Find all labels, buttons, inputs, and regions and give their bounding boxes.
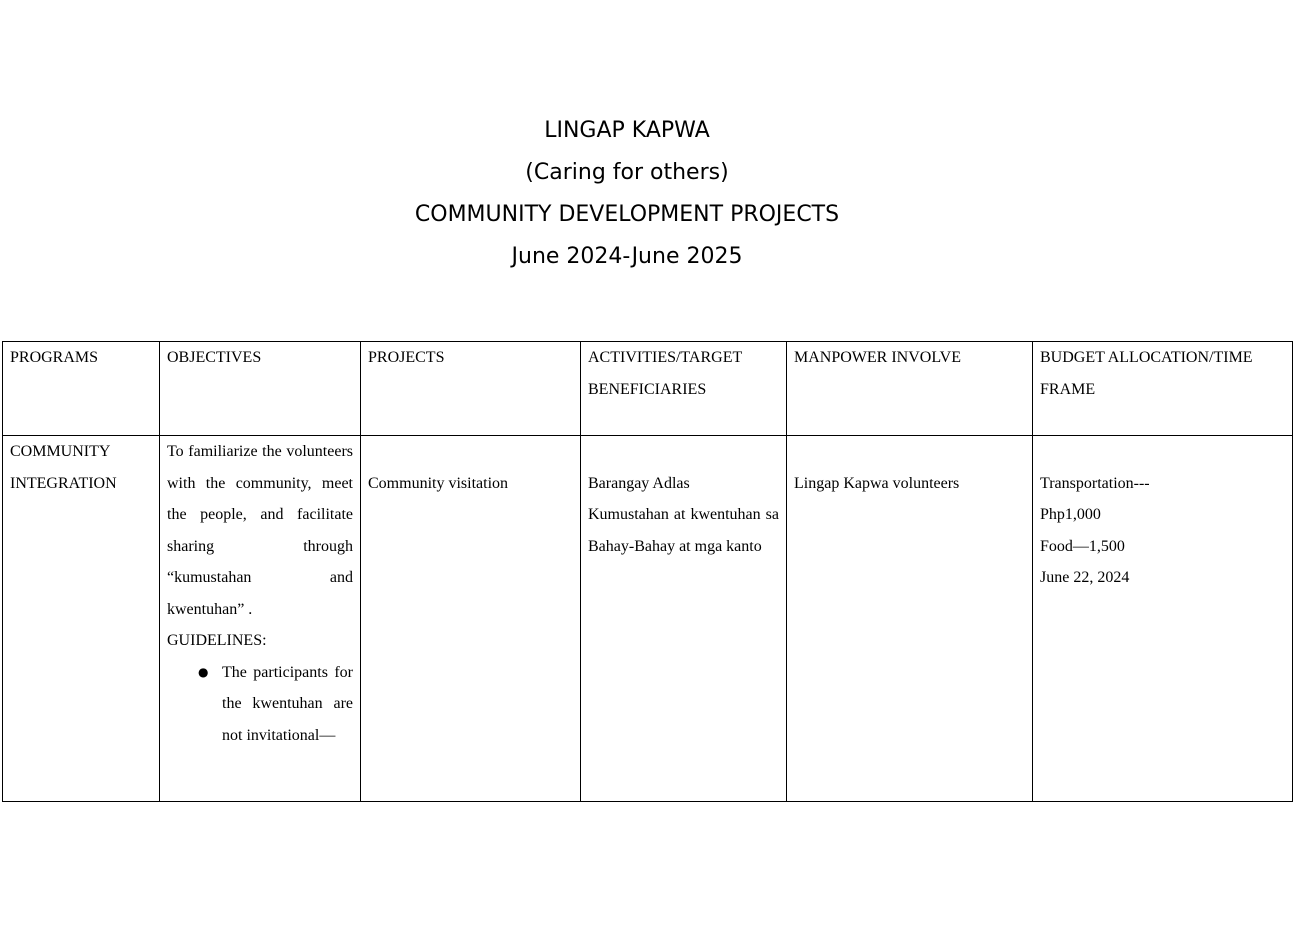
bullet-icon: ● bbox=[198, 664, 209, 679]
list-item bbox=[198, 657, 353, 752]
document-heading: COMMUNITY DEVELOPMENT PROJECTS bbox=[414, 202, 840, 227]
column-header-objectives: OBJECTIVES bbox=[160, 342, 361, 436]
column-header-activities: ACTIVITIES/TARGET BENEFICIARIES bbox=[581, 342, 787, 436]
column-header-budget: BUDGET ALLOCATION/TIME FRAME bbox=[1033, 342, 1293, 436]
budget-cell bbox=[1033, 436, 1293, 802]
program-name: COMMUNITY INTEGRATION bbox=[10, 443, 117, 492]
column-header-programs: PROGRAMS bbox=[3, 342, 160, 436]
org-title: LINGAP KAPWA bbox=[544, 118, 710, 143]
org-subtitle: (Caring for others) bbox=[525, 160, 729, 185]
program-cell bbox=[3, 436, 160, 802]
objectives-cell bbox=[160, 436, 361, 802]
manpower-cell bbox=[787, 436, 1033, 802]
guidelines-label: GUIDELINES: bbox=[167, 632, 267, 649]
project-name: Community visitation bbox=[368, 474, 509, 492]
budget-date: June 22, 2024 bbox=[1040, 569, 1130, 586]
activity-description: Kumustahan at kwentuhan sa Bahay-Bahay at mga kanto bbox=[588, 506, 779, 555]
activity-location: Barangay Adlas bbox=[588, 474, 690, 492]
manpower-text: Lingap Kapwa volunteers bbox=[794, 474, 960, 492]
projects-cell bbox=[361, 436, 581, 802]
table-header-row bbox=[3, 342, 1293, 436]
projects-table bbox=[2, 341, 1293, 802]
budget-food: Food—1,500 bbox=[1040, 537, 1125, 555]
activities-cell bbox=[581, 436, 787, 802]
column-header-manpower: MANPOWER INVOLVE bbox=[787, 342, 1033, 436]
objective-text: To familiarize the volunteers with the community, meet the people, and facilitate sharing through “kumustahan and kwentuhan” . bbox=[167, 443, 353, 618]
budget-transportation: Transportation---Php1,000 bbox=[1040, 474, 1150, 523]
table-row bbox=[3, 436, 1293, 802]
title-block bbox=[0, 110, 1254, 278]
guidelines-list bbox=[167, 657, 353, 752]
document-period: June 2024-June 2025 bbox=[511, 244, 743, 269]
column-header-projects: PROJECTS bbox=[361, 342, 581, 436]
guideline-text: The participants for the kwentuhan are not invitational— bbox=[222, 663, 353, 744]
